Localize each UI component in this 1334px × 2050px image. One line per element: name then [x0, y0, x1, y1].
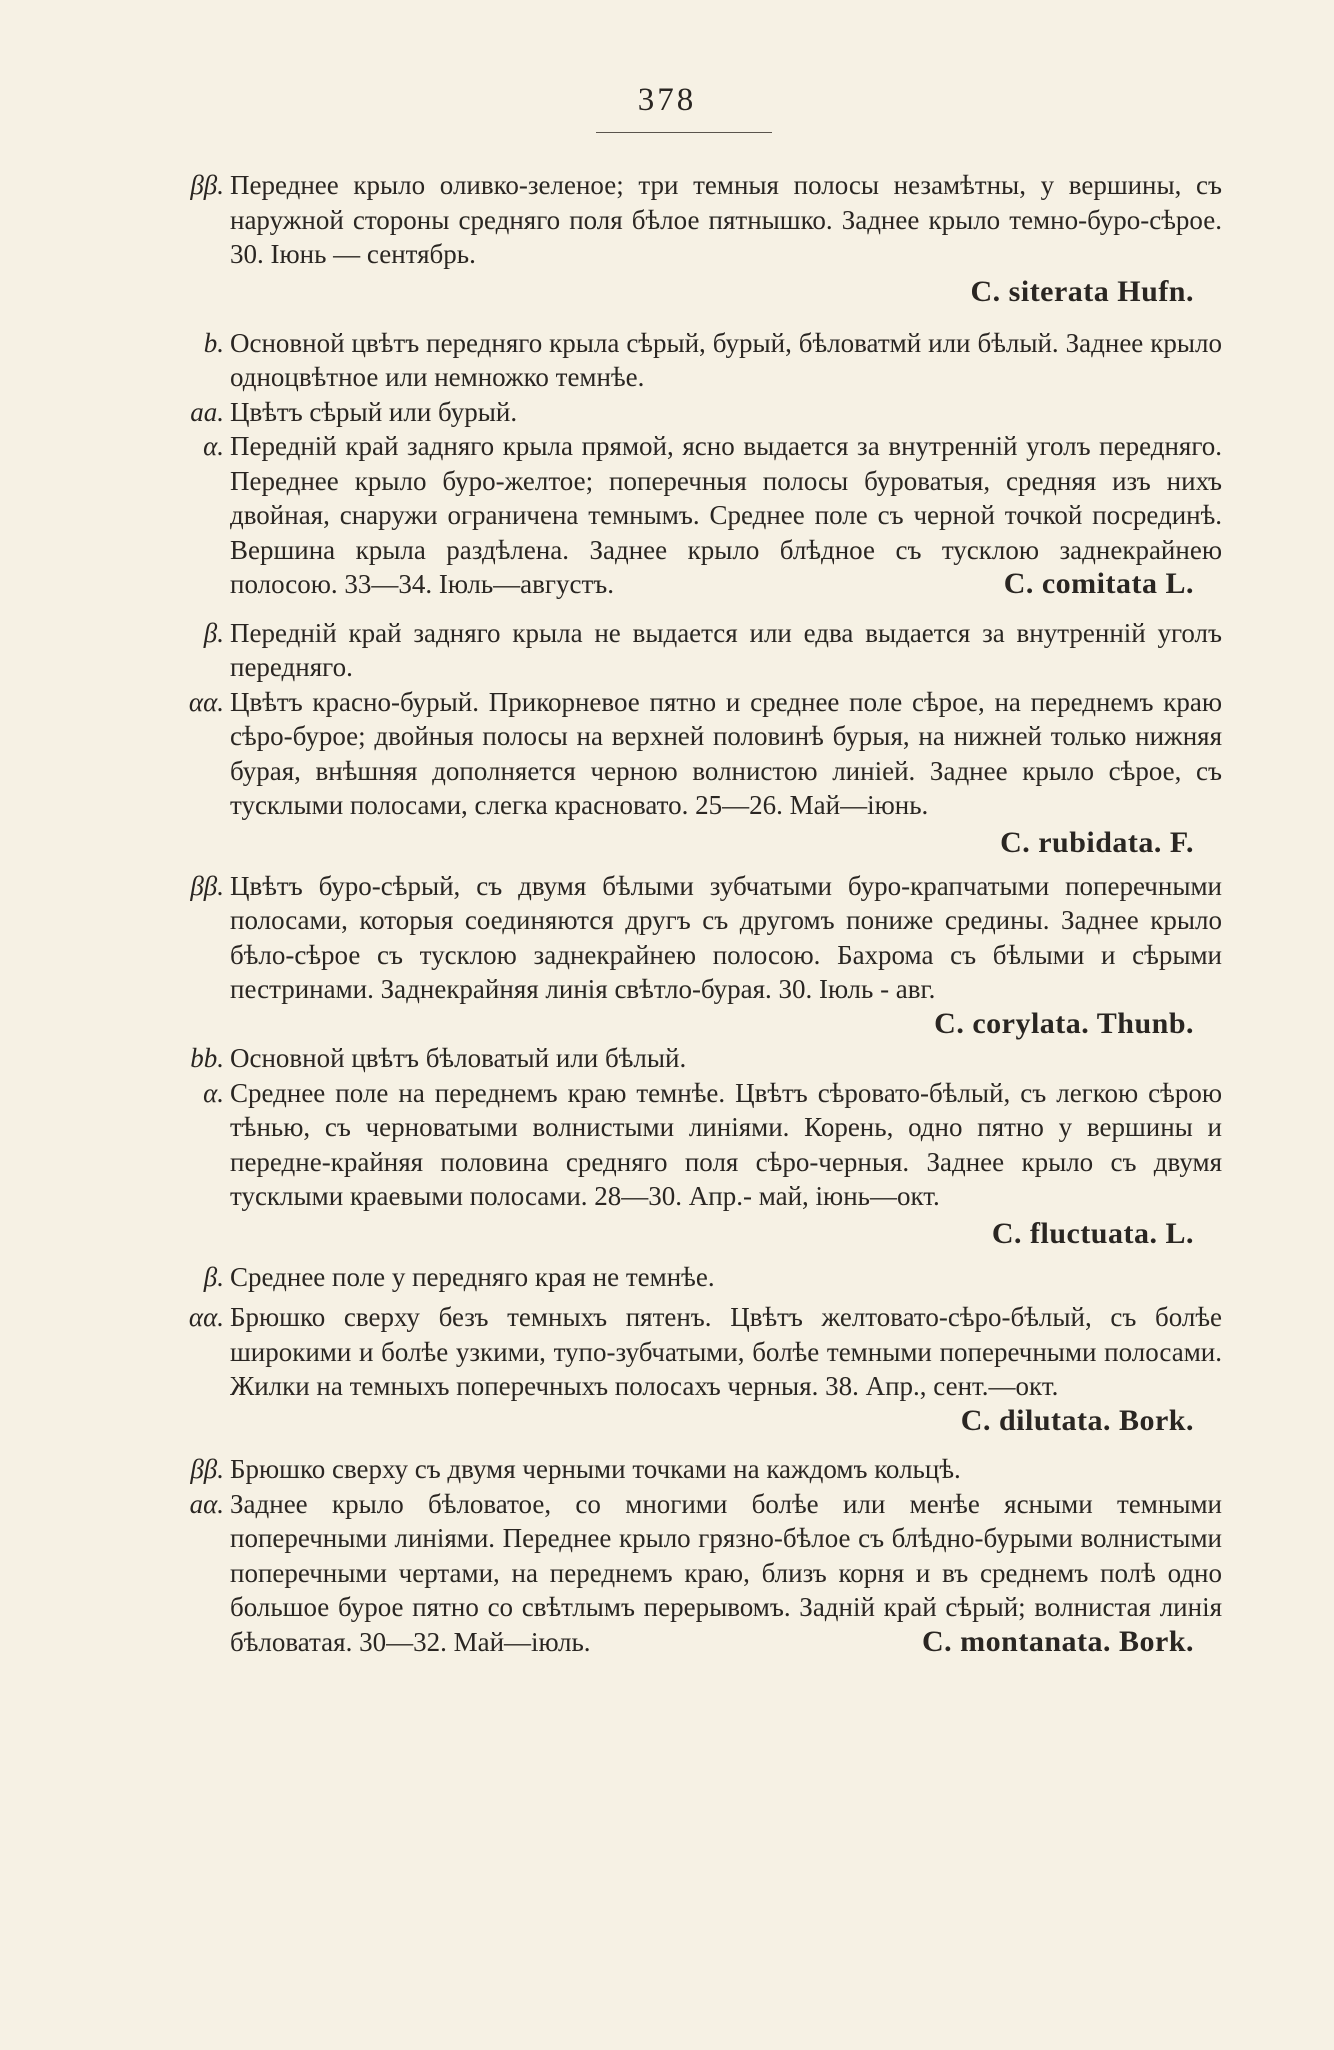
entry-marker: αα. — [188, 1302, 224, 1332]
entry-text: Переднее крыло оливко-зеленое; три темныя полосы незамѣтны, у вершины, съ наружной стороны средняго поля бѣлое пятнышко. Заднее крыло темно-буро-сѣрое. 30. Іюнь — сентябрь. — [230, 170, 1222, 269]
entry-text: Среднее поле на переднемъ краю темнѣе. Цвѣтъ сѣровато-бѣлый, съ легкою сѣрою тѣнью, съ черноватыми волнистыми линіями. Корень, одно пятно у вершины и передне-крайняя половина средняго поля сѣро-черныя. Заднее крыло съ двумя тусклыми краевыми полосами. 28—30. Апр.- май, іюнь—окт. — [230, 1077, 1222, 1211]
species-name: C. comitata L. — [1003, 567, 1194, 600]
entry-marker: aα. — [189, 1488, 224, 1519]
page-number: 378 — [637, 82, 697, 118]
key-entry — [168, 1260, 1222, 1295]
entry-marker: aa. — [190, 396, 224, 427]
key-entry — [168, 395, 1222, 430]
species-line — [168, 823, 1222, 863]
entry-text: Передній край задняго крыла прямой, ясно выдается за внутренній уголъ передняго. Переднее крыло буро-желтое; поперечныя полосы буроватыя, средняя изъ нихъ двойная, снаружи ограничена темнымъ. Среднее поле съ черной точкой посрединѣ. Вершина крыла раздѣлена. Заднее крыло блѣдное съ тусклою заднекрайнею полосою. 33—34. Іюль—августъ. — [230, 431, 1222, 599]
entry-text: Цвѣтъ красно-бурый. Прикорневое пятно и среднее поле сѣрое, на переднемъ краю сѣро-бурое; двойныя полосы на верхней половинѣ бурыя, на нижней только нижняя бурая, внѣшняя дополняется черною волнистою линіей. Заднее крыло сѣрое, съ тусклыми полосами, слегка красновато. 25—26. Май—іюнь. — [230, 686, 1222, 820]
key-entry — [168, 326, 1222, 395]
entry-marker: ββ. — [190, 1454, 224, 1484]
key-entry — [168, 168, 1222, 272]
key-entry — [168, 429, 1222, 602]
species-line — [168, 272, 1222, 312]
entry-text: Цвѣтъ буро-сѣрый, съ двумя бѣлыми зубчатыми буро-крапчатыми поперечными полосами, которыя соединяются другъ съ другомъ пониже средины. Заднее крыло бѣло-сѣрое съ тусклою заднекрайнею полосою. Бахрома съ бѣлыми и сѣрыми пестринами. Заднекрайняя линія свѣтло-бурая. 30. Іюль - авг. — [230, 870, 1222, 1004]
key-text — [168, 168, 1222, 1659]
species-line — [168, 1214, 1222, 1254]
key-entry — [168, 869, 1222, 1042]
entry-marker: bb. — [190, 1043, 224, 1073]
entry-text: Основной цвѣтъ передняго крыла сѣрый, бурый, бѣловатмй или бѣлый. Заднее крыло одноцвѣтное или немножко темнѣе. — [230, 327, 1222, 392]
entry-marker: ββ. — [190, 870, 224, 901]
key-entry — [168, 1300, 1222, 1438]
entry-marker: ββ. — [190, 170, 224, 200]
species-name: C. siterata Hufn. — [970, 274, 1194, 308]
entry-marker: β. — [203, 617, 224, 648]
key-entry — [168, 685, 1222, 823]
entry-marker: α. — [203, 431, 224, 461]
key-entry — [168, 1452, 1222, 1487]
entry-marker: α. — [203, 1077, 224, 1108]
entry-marker: αα. — [188, 686, 224, 717]
entry-text: Передній край задняго крыла не выдается или едва выдается за внутренній уголъ передняго. — [230, 617, 1222, 682]
key-entry — [168, 1076, 1222, 1214]
entry-text: Брюшко сверху безъ темныхъ пятенъ. Цвѣтъ желтовато-сѣро-бѣлый, съ болѣе широкими и болѣе узкими, тупо-зубчатыми, болѣе темными поперечными полосами. Жилки на темныхъ поперечныхъ полосахъ черныя. 38. Апр., сент.—окт. — [230, 1302, 1222, 1401]
species-name: C. dilutata. Bork. — [960, 1403, 1194, 1437]
header-rule — [596, 132, 772, 133]
key-entry — [168, 1487, 1222, 1660]
key-entry — [168, 616, 1222, 685]
entry-text: Основной цвѣтъ бѣловатый или бѣлый. — [230, 1043, 687, 1073]
species-name: C. corylata. Thunb. — [934, 1006, 1194, 1040]
entry-marker: b. — [203, 327, 224, 358]
species-name: C. fluctuata. L. — [991, 1216, 1194, 1250]
entry-text: Брюшко сверху съ двумя черными точками на каждомъ кольцѣ. — [230, 1454, 961, 1484]
entry-text: Заднее крыло бѣловатое, со многими болѣе или менѣе ясными темными поперечными линіями. Переднее крыло грязно-бѣлое съ блѣдно-бурыми волнистыми поперечными чертами, на переднемъ краю, близъ корня и въ среднемъ полѣ одно большое бурое пятно со свѣтлымъ перерывомъ. Задній край сѣрый; волнистая линія бѣловатая. 30—32. Май—іюль. — [230, 1488, 1222, 1657]
species-name: C. rubidata. F. — [1000, 825, 1194, 859]
entry-marker: β. — [203, 1261, 224, 1292]
entry-text: Среднее поле у передняго края не темнѣе. — [230, 1261, 715, 1292]
species-name: C. montanata. Bork. — [921, 1624, 1194, 1658]
key-entry — [168, 1041, 1222, 1076]
entry-text: Цвѣтъ сѣрый или бурый. — [230, 396, 518, 427]
